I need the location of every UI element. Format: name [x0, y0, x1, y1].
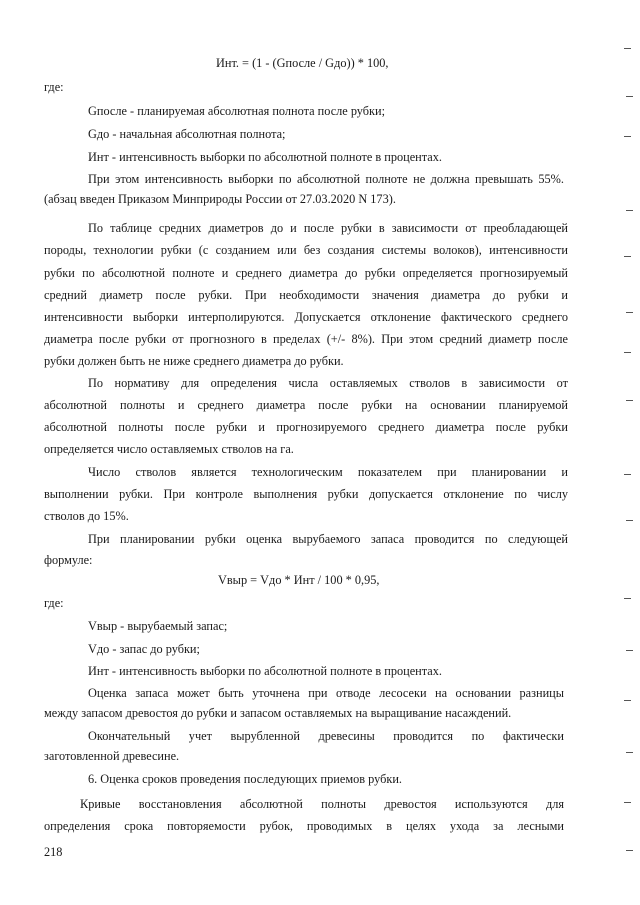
scan-edge-mark	[626, 210, 633, 211]
paragraph-curves-line-1: Кривые восстановления абсолютной полноты древостоя используются для	[80, 797, 564, 811]
paragraph-curves-line-2: определения срока повторяемости рубок, проводимых в целях ухода за лесными	[44, 819, 564, 833]
formula-intensity: Инт. = (1 - (Gпосле / Gдо)) * 100,	[216, 56, 389, 70]
paragraph-max-line-2: (абзац введен Приказом Минприроды России от 27.03.2020 N 173).	[44, 192, 396, 206]
scan-edge-mark	[624, 700, 631, 701]
scan-edge-mark	[624, 802, 631, 803]
scan-edge-mark	[624, 136, 631, 137]
paragraph-final-line-1: Окончательный учет вырубленной древесины проводится по фактически	[88, 729, 564, 743]
scan-edge-mark	[626, 96, 633, 97]
paragraph-estimate-line-1: Оценка запаса может быть уточнена при отводе лесосеки на основании разницы	[88, 686, 564, 700]
definition-gposle: Gпосле - планируемая абсолютная полнота после рубки;	[88, 104, 386, 118]
scan-edge-mark	[626, 650, 633, 651]
scan-edge-mark	[626, 850, 633, 851]
scan-edge-mark	[624, 48, 631, 49]
where-label-2: где:	[44, 596, 64, 610]
definition-int: Инт - интенсивность выборки по абсолютной полноте в процентах.	[88, 150, 442, 164]
paragraph-max-line-1: При этом интенсивность выборки по абсолютной полноте не должна превышать 55%.	[88, 172, 564, 186]
scan-edge-mark	[624, 352, 631, 353]
paragraph-final-line-2: заготовленной древесине.	[44, 749, 180, 763]
formula-volume: Vвыр = Vдо * Инт / 100 * 0,95,	[218, 573, 380, 587]
paragraph-plan-line-2: формуле:	[44, 553, 93, 567]
scan-edge-mark	[624, 474, 631, 475]
scan-edge-mark	[624, 598, 631, 599]
definition-vdo: Vдо - запас до рубки;	[88, 642, 200, 656]
definition-gdo: Gдо - начальная абсолютная полнота;	[88, 127, 286, 141]
paragraph-estimate-line-2: между запасом древостоя до рубки и запасом оставляемых на выращивание насаждений.	[44, 706, 512, 720]
definition-vvyr: Vвыр - вырубаемый запас;	[88, 619, 228, 633]
section-heading-6: 6. Оценка сроков проведения последующих приемов рубки.	[88, 772, 402, 786]
paragraph-norm-line-2: абсолютной полноты и среднего диаметра после рубки на основании планируемой	[44, 398, 568, 412]
scan-edge-mark	[626, 520, 633, 521]
definition-int-2: Инт - интенсивность выборки по абсолютной полноте в процентах.	[88, 664, 442, 678]
paragraph-table-line-6: диаметра после рубки от прогнозного в пределах (+/- 8%). При этом средний диаметр после	[44, 332, 568, 346]
scan-edge-mark	[626, 752, 633, 753]
scan-edge-mark	[624, 256, 631, 257]
paragraph-table-line-5: интенсивности выборки интерполируются. Допускается отклонение фактического среднего	[44, 310, 568, 324]
paragraph-norm-line-3: абсолютной полноты после рубки и прогнозируемого среднего диаметра после рубки	[44, 420, 568, 434]
where-label: где:	[44, 80, 64, 94]
paragraph-count-line-3: стволов до 15%.	[44, 509, 129, 523]
paragraph-count-line-2: выполнении рубки. При контроле выполнения рубки допускается отклонение по числу	[44, 487, 568, 501]
paragraph-table-line-4: средний диаметр после рубки. При необходимости значения диаметра до рубки и	[44, 288, 568, 302]
paragraph-norm-line-1: По нормативу для определения числа оставляемых стволов в зависимости от	[88, 376, 568, 390]
paragraph-table-line-1: По таблице средних диаметров до и после рубки в зависимости от преобладающей	[88, 221, 568, 235]
paragraph-table-line-3: рубки по абсолютной полноте и среднего диаметра до рубки определяется прогнозируемый	[44, 266, 568, 280]
paragraph-plan-line-1: При планировании рубки оценка вырубаемого запаса проводится по следующей	[88, 532, 568, 546]
scan-edge-mark	[626, 400, 633, 401]
scan-edge-mark	[626, 312, 633, 313]
paragraph-count-line-1: Число стволов является технологическим показателем при планировании и	[88, 465, 568, 479]
paragraph-norm-line-4: определяется число оставляемых стволов на га.	[44, 442, 294, 456]
paragraph-table-line-2: породы, технологии рубки (с созданием или без создания системы волоков), интенсивности	[44, 243, 568, 257]
page-number: 218	[44, 845, 63, 859]
paragraph-table-line-7: рубки должен быть не ниже среднего диаметра до рубки.	[44, 354, 344, 368]
